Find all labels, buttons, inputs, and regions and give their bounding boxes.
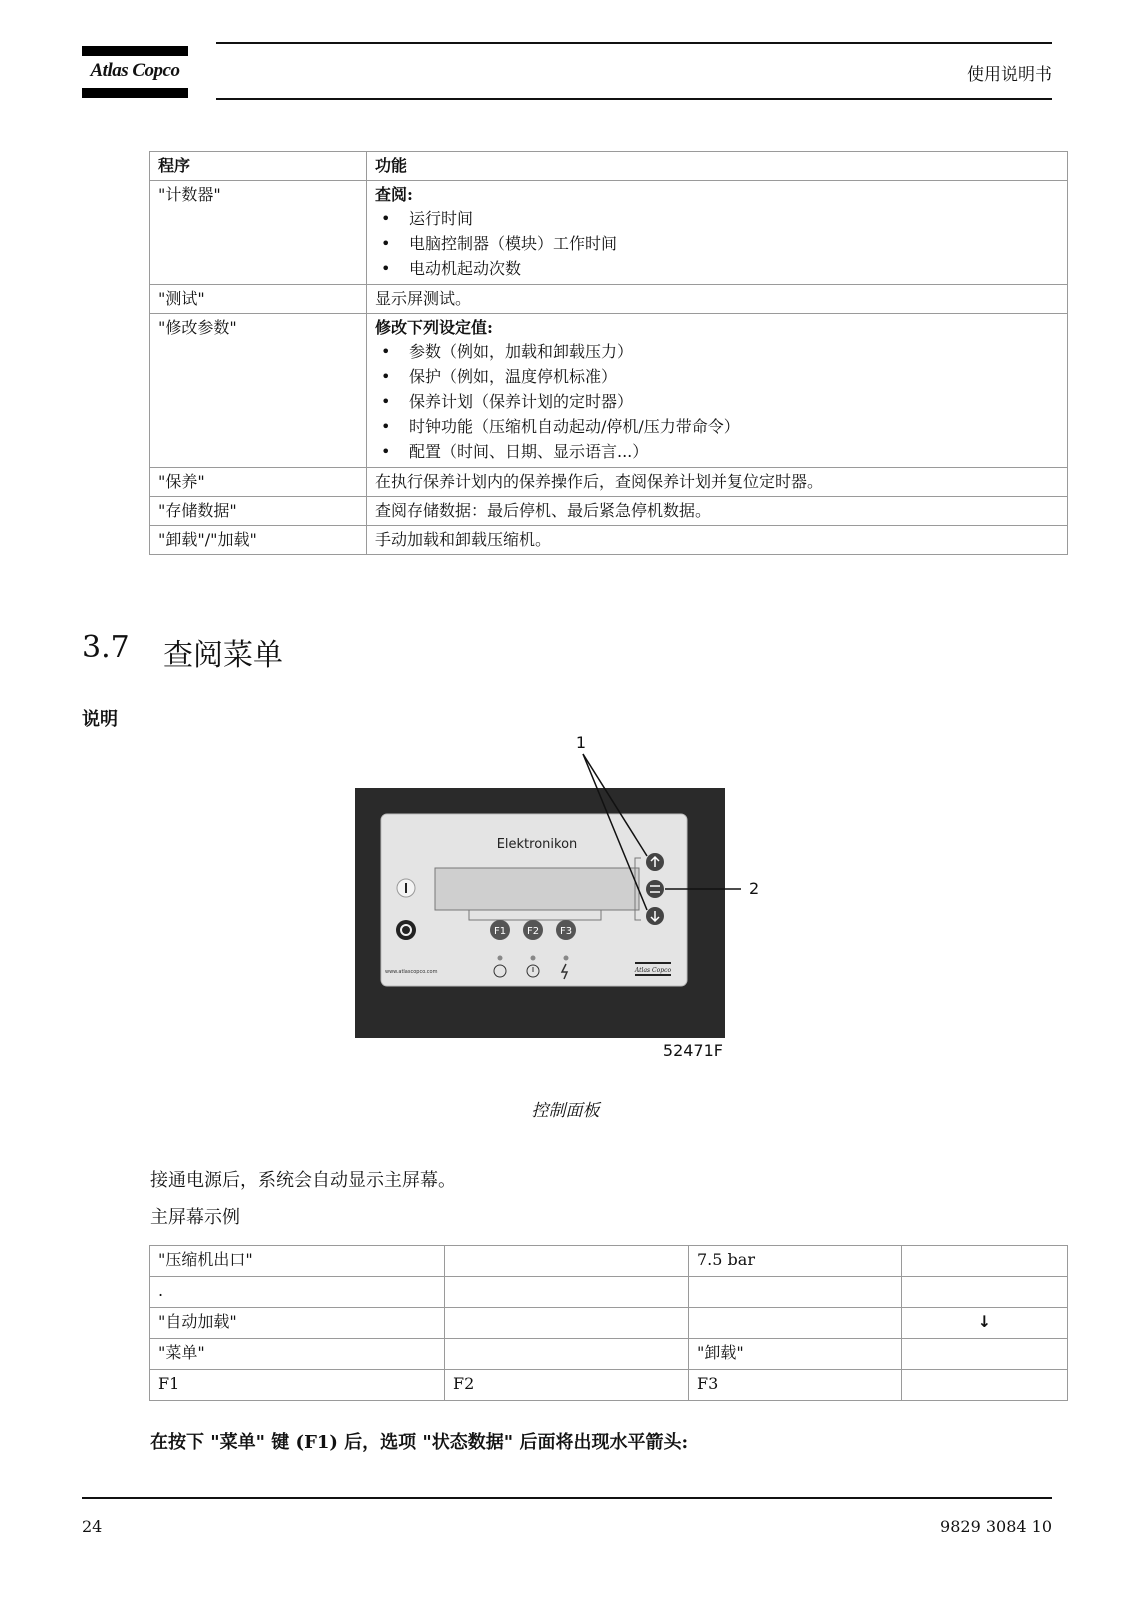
col-header-program: 程序: [150, 152, 367, 181]
table-row: [150, 314, 1068, 468]
logo-bar-bottom: [82, 88, 188, 98]
led-voltage: [564, 956, 569, 961]
col-header-function: 功能: [367, 152, 1068, 181]
lcd-display: [435, 868, 639, 910]
list-item: • 配置（时间、日期、显示语言...）: [375, 439, 1059, 464]
figure-code: 52471F: [662, 1041, 723, 1060]
logo-wordmark: Atlas Copco: [90, 60, 180, 81]
bullet-list: [375, 339, 1059, 464]
panel-logo-text: Atlas Copco: [634, 967, 672, 974]
table-row: [150, 526, 1068, 555]
program-cell: "测试": [150, 285, 367, 314]
section-title: 查阅菜单: [163, 638, 283, 673]
screen-cell: [445, 1308, 689, 1339]
paragraph-power-on: 接通电源后，系统会自动显示主屏幕。: [150, 1170, 456, 1191]
program-cell: "保养": [150, 468, 367, 497]
program-cell: "计数器": [150, 181, 367, 285]
table-row: [150, 1246, 1068, 1277]
led-auto: [498, 956, 503, 961]
section-number: 3.7: [82, 630, 130, 665]
function-cell: 在执行保养计划内的保养操作后，查阅保养计划并复位定时器。: [367, 468, 1068, 497]
screen-cell: [689, 1308, 902, 1339]
screen-cell: [902, 1246, 1068, 1277]
program-cell: "修改参数": [150, 314, 367, 468]
function-cell: 查阅存储数据：最后停机、最后紧急停机数据。: [367, 497, 1068, 526]
function-cell: 手动加载和卸载压缩机。: [367, 526, 1068, 555]
f3-label: F3: [559, 926, 573, 937]
panel-brand: Elektronikon: [496, 837, 578, 852]
page-number: 24: [82, 1517, 103, 1536]
function-cell: [367, 181, 1068, 285]
panel-logo-bar-bottom: [635, 974, 671, 976]
table-row: [150, 1277, 1068, 1308]
screen-cell: F2: [445, 1370, 689, 1401]
screen-cell: [902, 1277, 1068, 1308]
f2-label: F2: [526, 926, 540, 937]
screen-cell: F1: [150, 1370, 445, 1401]
list-item: • 保养计划（保养计划的定时器）: [375, 389, 1059, 414]
subheading: 说明: [82, 709, 118, 730]
screen-cell: .: [150, 1277, 445, 1308]
function-cell: 显示屏测试。: [367, 285, 1068, 314]
program-cell: "存储数据": [150, 497, 367, 526]
stop-button: [396, 920, 416, 940]
list-item: • 运行时间: [375, 206, 1059, 231]
table-row: [150, 181, 1068, 285]
function-lead: 查阅:: [375, 185, 413, 204]
screen-cell: "压缩机出口": [150, 1246, 445, 1277]
function-lead: 修改下列设定值:: [375, 318, 493, 337]
list-item: • 时钟功能（压缩机自动起动/停机/压力带命令）: [375, 414, 1059, 439]
tabulator-key: [646, 880, 664, 898]
function-cell: [367, 314, 1068, 468]
led-warning: [531, 956, 536, 961]
table-row: [150, 497, 1068, 526]
paragraph-menu-key: 在按下 "菜单" 键 (F1) 后，选项 "状态数据" 后面将出现水平箭头:: [150, 1432, 689, 1453]
screen-cell: [445, 1339, 689, 1370]
list-item: • 电动机起动次数: [375, 256, 1059, 281]
list-item: • 电脑控制器（模块）工作时间: [375, 231, 1059, 256]
panel-url: www.atlascopco.com: [385, 969, 438, 975]
table-row: [150, 1370, 1068, 1401]
screen-cell: [689, 1277, 902, 1308]
program-function-table: [149, 151, 1068, 555]
list-item: • 保护（例如，温度停机标准）: [375, 364, 1059, 389]
program-cell: "卸载"/"加载": [150, 526, 367, 555]
table-header-row: [150, 152, 1068, 181]
footer-rule: [82, 1497, 1052, 1499]
atlas-copco-logo: [82, 46, 188, 98]
f1-label: F1: [493, 926, 507, 937]
list-item: • 参数（例如，加载和卸载压力）: [375, 339, 1059, 364]
screen-cell: [902, 1370, 1068, 1401]
document-title: 使用说明书: [967, 65, 1052, 85]
callout-2-label: 2: [749, 879, 760, 898]
screen-cell: "卸载": [689, 1339, 902, 1370]
header-rule-bottom: [216, 98, 1052, 100]
document-number: 9829 3084 10: [940, 1517, 1052, 1536]
panel-logo-bar-top: [635, 962, 671, 964]
screen-cell: "自动加载": [150, 1308, 445, 1339]
control-panel-figure: [345, 733, 805, 1074]
callout-1-label: 1: [575, 733, 587, 752]
screen-cell: F3: [689, 1370, 902, 1401]
header-rule-top: [216, 42, 1052, 44]
table-row: [150, 285, 1068, 314]
screen-cell: [902, 1339, 1068, 1370]
main-screen-table: [149, 1245, 1068, 1401]
paragraph-main-screen-example: 主屏幕示例: [150, 1207, 240, 1228]
figure-caption: 控制面板: [531, 1101, 600, 1121]
down-arrow-cell: ↓: [902, 1308, 1068, 1339]
table-row: [150, 468, 1068, 497]
screen-cell: [445, 1246, 689, 1277]
screen-cell: 7.5 bar: [689, 1246, 902, 1277]
table-row: [150, 1339, 1068, 1370]
bullet-list: [375, 206, 1059, 281]
screen-cell: [445, 1277, 689, 1308]
table-row: [150, 1308, 1068, 1339]
logo-bar-top: [82, 46, 188, 56]
screen-cell: "菜单": [150, 1339, 445, 1370]
